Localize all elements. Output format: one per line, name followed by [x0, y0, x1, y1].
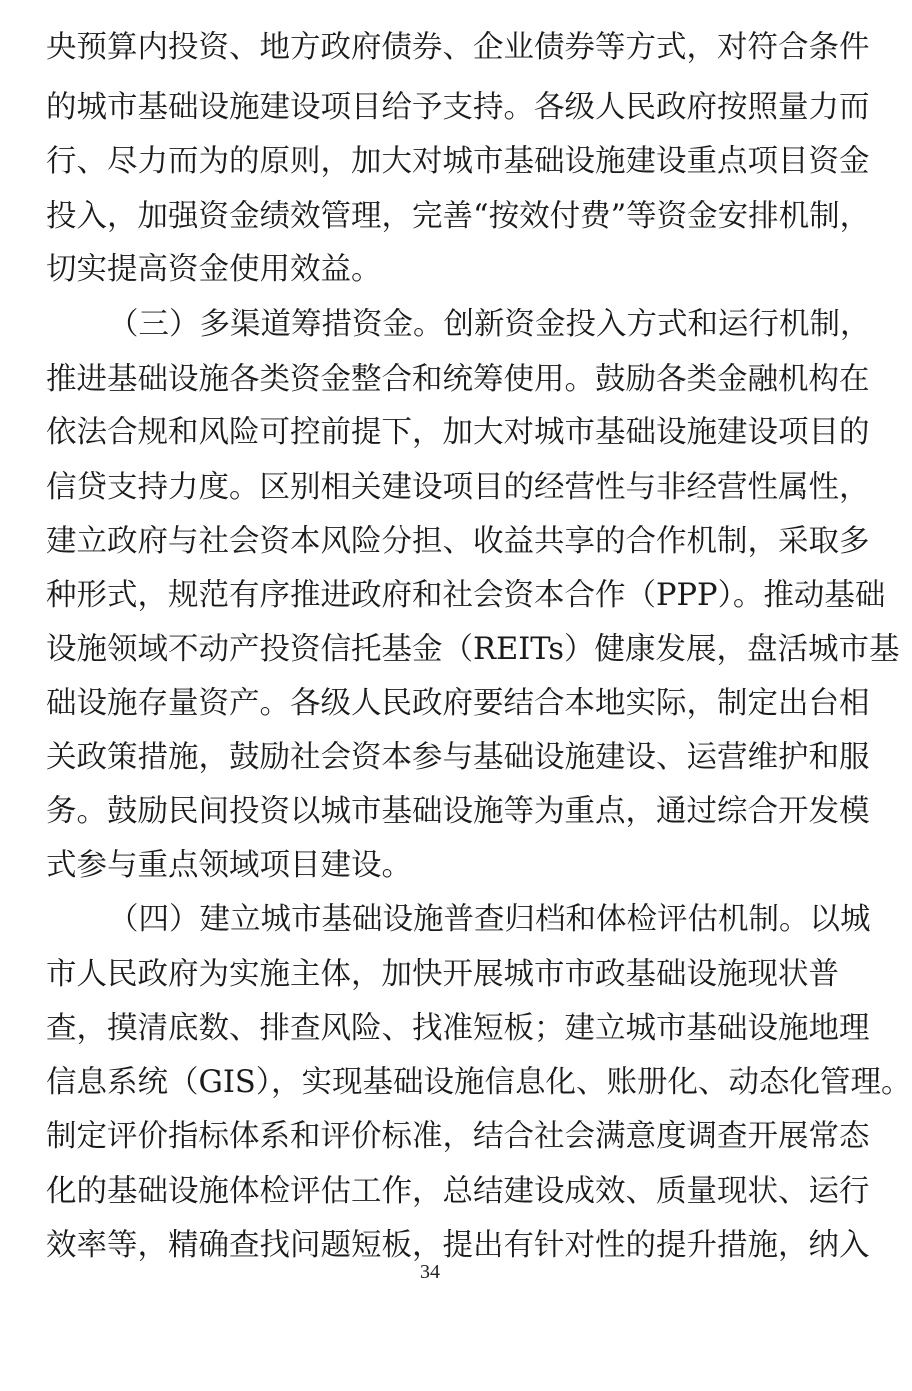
- text-line: 设施领域不动产投资信托基金（REITs）健康发展，盘活城市基: [46, 632, 900, 667]
- text-line: 效率等，精确查找问题短板，提出有针对性的提升措施，纳入: [46, 1228, 870, 1263]
- section-heading-line: （四）建立城市基础设施普查归档和体检评估机制。以城: [108, 902, 871, 937]
- text-line: 切实提高资金使用效益。: [46, 252, 382, 287]
- text-line: 央预算内投资、地方政府债券、企业债券等方式，对符合条件: [46, 30, 870, 65]
- text-line: 市人民政府为实施主体，加快开展城市市政基础设施现状普: [46, 957, 839, 992]
- text-line: 务。鼓励民间投资以城市基础设施等为重点，通过综合开发模: [46, 794, 870, 829]
- text-line: 的城市基础设施建设项目给予支持。各级人民政府按照量力而: [46, 90, 870, 125]
- text-line: 推进基础设施各类资金整合和统筹使用。鼓励各类金融机构在: [46, 362, 870, 397]
- text-line: 建立政府与社会资本风险分担、收益共享的合作机制，采取多: [46, 524, 870, 559]
- text-line: 制定评价指标体系和评价标准，结合社会满意度调查开展常态: [46, 1119, 870, 1154]
- text-line: 关政策措施，鼓励社会资本参与基础设施建设、运营维护和服: [46, 740, 870, 775]
- text-line: 查，摸清底数、排查风险、找准短板；建立城市基础设施地理: [46, 1011, 870, 1046]
- text-line: 投入，加强资金绩效管理，完善“按效付费”等资金安排机制，: [46, 199, 871, 234]
- text-line: 依法合规和风险可控前提下，加大对城市基础设施建设项目的: [46, 415, 870, 450]
- text-line: 础设施存量资产。各级人民政府要结合本地实际，制定出台相: [46, 686, 870, 721]
- text-line: 信贷支持力度。区别相关建设项目的经营性与非经营性属性，: [46, 470, 870, 505]
- text-line: 行、尽力而为的原则，加大对城市基础设施建设重点项目资金: [46, 144, 870, 179]
- text-line: 信息系统（GIS），实现基础设施信息化、账册化、动态化管理。: [46, 1065, 912, 1100]
- text-line: 式参与重点领域项目建设。: [46, 848, 412, 883]
- page-number: 34: [420, 1261, 440, 1283]
- text-line: 种形式，规范有序推进政府和社会资本合作（PPP）。推动基础: [46, 578, 886, 613]
- text-line: 化的基础设施体检评估工作，总结建设成效、质量现状、运行: [46, 1174, 870, 1209]
- section-heading-line: （三）多渠道筹措资金。创新资金投入方式和运行机制，: [108, 307, 871, 342]
